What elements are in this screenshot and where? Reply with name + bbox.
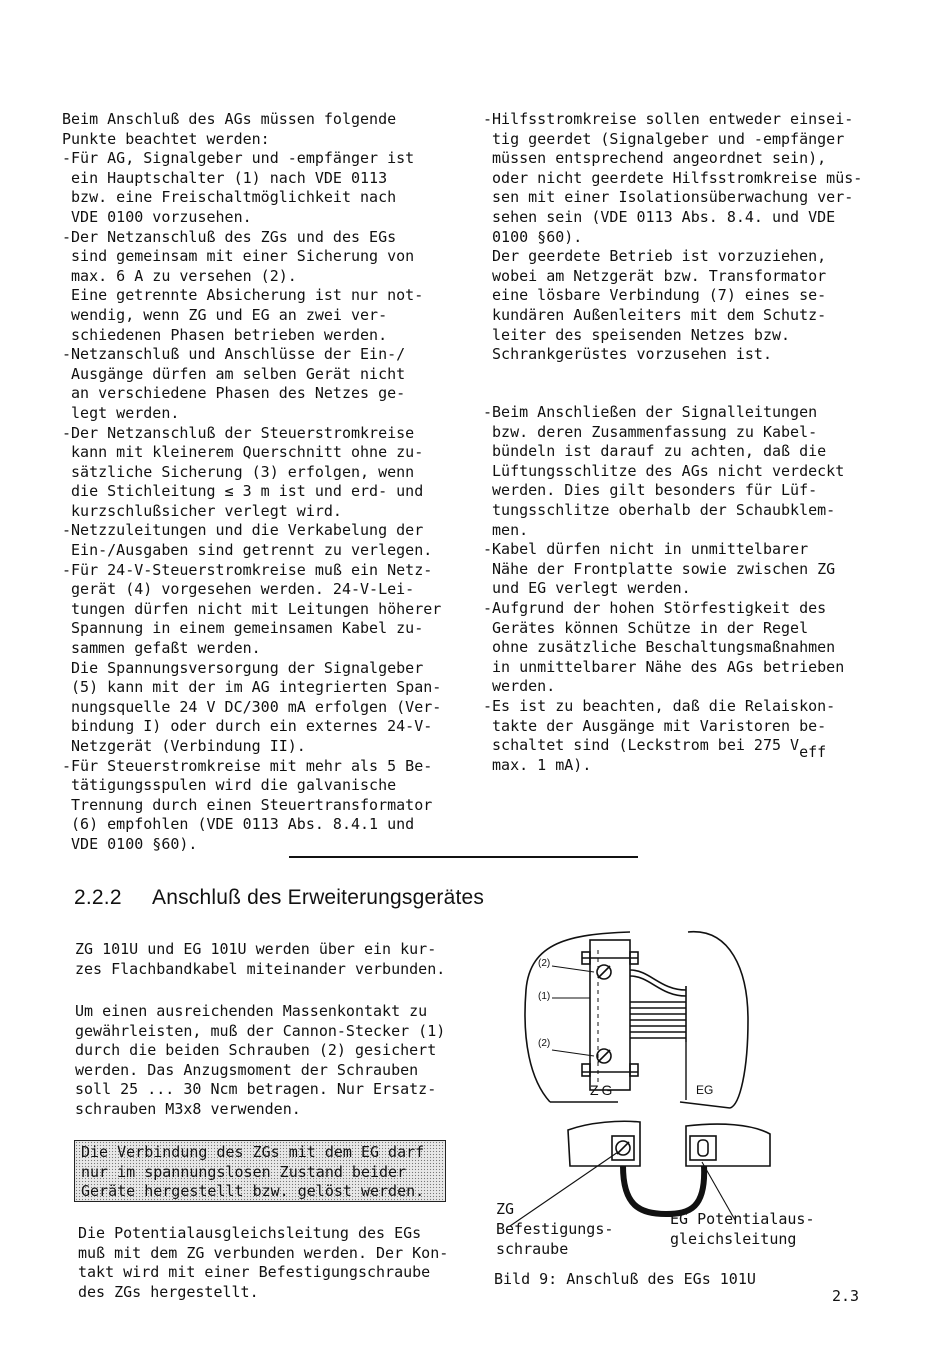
- text-line: wendig, wenn ZG und EG an zwei ver-: [62, 305, 388, 324]
- text-line: Beim Anschluß des AGs müssen folgende: [62, 110, 397, 128]
- text-line: des ZGs hergestellt.: [78, 1282, 259, 1301]
- section-number: 2.2.2: [74, 886, 122, 909]
- text-line: -Kabel dürfen nicht in unmittelbarer: [483, 540, 809, 559]
- text-line: ZG 101U und EG 101U werden über ein kur-: [75, 940, 437, 958]
- text-line: Spannung in einem gemeinsamen Kabel zu-: [62, 619, 424, 638]
- figure-label-befestigungsschraube: Befestigungs- schraube: [496, 1220, 614, 1258]
- text-line: Schrankgerüstes vorzusehen ist.: [483, 345, 772, 364]
- figure-connection-diagram: [490, 930, 830, 1300]
- text-line: -Aufgrund der hohen Störfestigkeit des: [483, 598, 827, 617]
- text-line: zes Flachbandkabel miteinander verbunden.: [75, 959, 446, 978]
- text-line: sen mit einer Isolationsüberwachung ver-: [483, 188, 854, 207]
- figure-label-screw-bottom: (2): [538, 1038, 551, 1049]
- text-line: sammen gefaßt werden.: [62, 639, 261, 658]
- subscript-eff: eff: [799, 743, 827, 762]
- text-line: -Beim Anschließen der Signalleitungen: [483, 403, 818, 421]
- text-line: VDE 0100 vorzusehen.: [62, 207, 252, 226]
- text-line: leiter des speisenden Netzes bzw.: [483, 325, 791, 344]
- text-line: schaltet sind (Leckstrom bei 275 Veff: [483, 736, 827, 762]
- text-line: takte der Ausgänge mit Varistoren be-: [483, 716, 827, 735]
- text-line: oder nicht geerdete Hilfsstromkreise müs-: [483, 168, 863, 187]
- text-line: takt wird mit einer Befestigungschraube: [78, 1263, 431, 1282]
- text-line: bindung I) oder durch ein externes 24-V-: [62, 717, 433, 736]
- text-line: -Netzanschluß und Anschlüsse der Ein-/: [62, 345, 406, 364]
- text-line: gerät (4) vorgesehen werden. 24-V-Lei-: [62, 580, 415, 599]
- text-line: -Für Steuerstromkreise mit mehr als 5 Be-: [62, 756, 433, 775]
- text-line: tätigungsspulen wird die galvanische: [62, 776, 397, 795]
- text-line: ohne zusätzliche Beschaltungsmaßnahmen: [483, 638, 836, 657]
- page-number: 2.3: [832, 1287, 860, 1305]
- text-line: men.: [483, 520, 529, 539]
- text-line: tig geerdet (Signalgeber und -empfänger: [483, 129, 845, 148]
- text-line: muß mit dem ZG verbunden werden. Der Kon-: [78, 1243, 449, 1262]
- text-line: und EG verlegt werden.: [483, 579, 691, 598]
- text-line: sehen sein (VDE 0113 Abs. 8.4. und VDE: [483, 207, 836, 226]
- right-column-bottom: [483, 403, 903, 775]
- text-line: schrauben M3x8 verwenden.: [75, 1099, 301, 1118]
- text-line: wobei am Netzgerät bzw. Transformator: [483, 266, 827, 285]
- text-line: Nähe der Frontplatte sowie zwischen ZG: [483, 559, 836, 578]
- left-column: [62, 110, 462, 855]
- figure-label-zg: ZG: [590, 1082, 616, 1098]
- warning-notice: [74, 1140, 446, 1202]
- text-line: werden.: [483, 677, 556, 696]
- text-line: schiedenen Phasen betrieben werden.: [62, 325, 388, 344]
- text-line: bündeln ist darauf zu achten, daß die: [483, 442, 827, 461]
- text-line: ein Hauptschalter (1) nach VDE 0113: [62, 168, 388, 187]
- text-line: Die Verbindung des ZGs mit dem EG darf: [81, 1143, 425, 1161]
- text-line: (5) kann mit der im AG integrierten Span-: [62, 678, 442, 697]
- text-line: nur im spannungslosen Zustand beider: [81, 1162, 407, 1181]
- paragraph-flachband: [75, 940, 475, 979]
- section-title: Anschluß des Erweiterungsgerätes: [152, 886, 485, 909]
- figure-label-eg-potential: EG Potentialaus- gleichsleitung: [670, 1210, 815, 1248]
- text-line: werden. Dies gilt besonders für Lüf-: [483, 481, 818, 500]
- text-line: sätzliche Sicherung (3) erfolgen, wenn: [62, 462, 415, 481]
- text-line: Die Potentialausgleichsleitung des EGs: [78, 1224, 422, 1242]
- text-line: in unmittelbarer Nähe des AGs betrieben: [483, 657, 845, 676]
- section-divider: [289, 856, 638, 858]
- text-line: die Stichleitung ≤ 3 m ist und erd- und: [62, 482, 424, 501]
- text-line: -Der Netzanschluß der Steuerstromkreise: [62, 423, 415, 442]
- text-line: Der geerdete Betrieb ist vorzuziehen,: [483, 247, 827, 266]
- text-line: Netzgerät (Verbindung II).: [62, 737, 306, 755]
- text-line: tungen dürfen nicht mit Leitungen höherer: [62, 599, 442, 618]
- text-line: soll 25 ... 30 Ncm betragen. Nur Ersatz-: [75, 1080, 437, 1099]
- section-heading: [74, 886, 484, 910]
- text-line: 0100 §60).: [483, 227, 583, 246]
- text-line: müssen entsprechend angeordnet sein),: [483, 149, 827, 168]
- figure-label-eg: EG: [696, 1083, 714, 1097]
- text-line: tungsschlitze oberhalb der Schaubklem-: [483, 500, 836, 519]
- text-line: Eine getrennte Absicherung ist nur not-: [62, 286, 424, 305]
- text-line: Geräte hergestellt bzw. gelöst werden.: [81, 1182, 425, 1201]
- text-line: -Netzzuleitungen und die Verkabelung der: [62, 521, 424, 540]
- text-line: an verschiedene Phasen des Netzes ge-: [62, 384, 406, 403]
- text-line: Ausgänge dürfen am selben Gerät nicht: [62, 364, 406, 383]
- text-line: -Es ist zu beachten, daß die Relaiskon-: [483, 696, 836, 715]
- text-line: Punkte beachtet werden:: [62, 129, 270, 148]
- text-line: (6) empfohlen (VDE 0113 Abs. 8.4.1 und: [62, 815, 415, 834]
- paragraph-potentialausgleich: [78, 1224, 478, 1302]
- text-line: kann mit kleinerem Querschnitt ohne zu-: [62, 443, 424, 462]
- paragraph-massenkontakt: [75, 1002, 475, 1120]
- text-line: sind gemeinsam mit einer Sicherung von: [62, 247, 415, 266]
- text-line: max. 1 mA).: [483, 755, 592, 774]
- text-line: bzw. deren Zusammenfassung zu Kabel-: [483, 422, 818, 441]
- text-line: Trennung durch einen Steuertransformator: [62, 795, 433, 814]
- text-line: max. 6 A zu versehen (2).: [62, 266, 297, 285]
- figure-caption: Bild 9: Anschluß des EGs 101U: [494, 1270, 756, 1288]
- text-line: Die Spannungsversorgung der Signalgeber: [62, 658, 424, 677]
- text-line: Ein-/Ausgaben sind getrennt zu verlegen.: [62, 541, 433, 560]
- text-line: legt werden.: [62, 403, 180, 422]
- text-line: werden. Das Anzugsmoment der Schrauben: [75, 1060, 419, 1079]
- text-line: Lüftungsschlitze des AGs nicht verdeckt: [483, 461, 845, 480]
- text-line: Um einen ausreichenden Massenkontakt zu: [75, 1002, 428, 1020]
- text-line: kurzschlußsicher verlegt wird.: [62, 501, 342, 520]
- right-column-top: [483, 110, 903, 365]
- figure-label-zg-bottom: ZG: [496, 1200, 515, 1218]
- text-line: nungsquelle 24 V DC/300 mA erfolgen (Ver-: [62, 697, 442, 716]
- text-line: bzw. eine Freischaltmöglichkeit nach: [62, 188, 397, 207]
- text-line: eine lösbare Verbindung (7) eines se-: [483, 286, 827, 305]
- text-line: durch die beiden Schrauben (2) gesichert: [75, 1041, 437, 1060]
- figure-label-screw-top: (2): [538, 958, 551, 969]
- text-line: -Der Netzanschluß des ZGs und des EGs: [62, 227, 397, 246]
- text-line: Gerätes können Schütze in der Regel: [483, 618, 809, 637]
- figure-label-connector: (1): [538, 991, 551, 1002]
- text-line: -Für AG, Signalgeber und -empfänger ist: [62, 149, 415, 168]
- text-line: kundären Außenleiters mit dem Schutz-: [483, 305, 827, 324]
- text-line: -Für 24-V-Steuerstromkreise muß ein Netz-: [62, 560, 433, 579]
- text-line: VDE 0100 §60).: [62, 834, 198, 853]
- text-line: gewährleisten, muß der Cannon-Stecker (1): [75, 1021, 446, 1040]
- text-line: -Hilfsstromkreise sollen entweder einsei-: [483, 110, 854, 128]
